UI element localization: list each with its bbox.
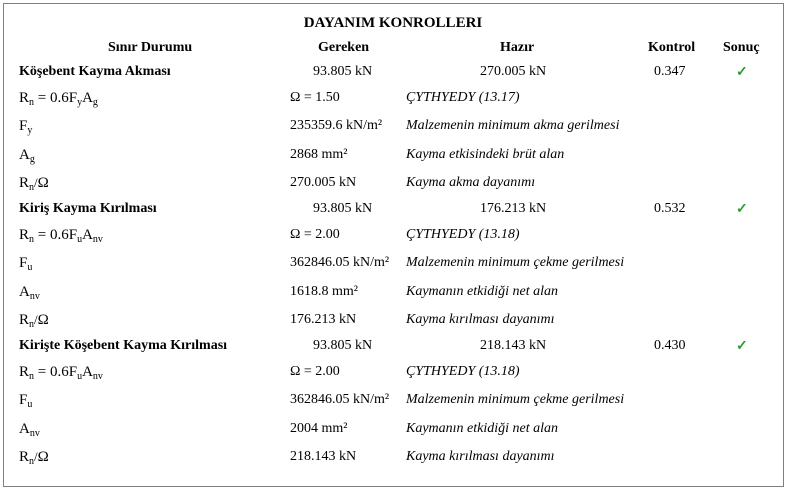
- available-value: 176.213 kN: [480, 201, 547, 216]
- formula-row: [0, 227, 786, 251]
- formula-row: [0, 90, 786, 114]
- ratio-value: 0.347: [654, 64, 686, 79]
- omega-value: Ω = 2.00: [290, 227, 340, 242]
- header-result: Sonuç: [723, 40, 760, 55]
- check-icon: ✓: [736, 339, 748, 354]
- header-limit-state: Sınır Durumu: [108, 40, 193, 55]
- param-value: 362846.05 kN/m²: [290, 392, 390, 407]
- param-description: Kayma kırılması dayanımı: [406, 449, 555, 464]
- param-description: Kayma etkisindeki brüt alan: [406, 147, 565, 162]
- param-value: 362846.05 kN/m²: [290, 255, 390, 270]
- param-row: [0, 392, 786, 416]
- header-check: Kontrol: [648, 40, 696, 55]
- symbol-rn-omega: $R_n/\Omega$: [19, 449, 49, 467]
- section-row: [0, 338, 786, 362]
- section-row: [0, 201, 786, 225]
- param-row: [0, 449, 786, 473]
- symbol-fu: $F_u$: [19, 255, 33, 273]
- code-reference: ÇYTHYEDY (13.17): [406, 90, 520, 105]
- check-icon: ✓: [736, 202, 748, 217]
- param-description: Kayma akma dayanımı: [406, 175, 536, 190]
- available-value: 218.143 kN: [480, 338, 547, 353]
- code-reference: ÇYTHYEDY (13.18): [406, 364, 520, 379]
- param-value: 235359.6 kN/m²: [290, 118, 383, 133]
- header-required: Gereken: [318, 40, 370, 55]
- param-value: 176.213 kN: [290, 312, 357, 327]
- header-available: Hazır: [500, 40, 535, 55]
- param-row: [0, 118, 786, 142]
- required-value: 93.805 kN: [313, 201, 373, 216]
- param-value: 218.143 kN: [290, 449, 357, 464]
- param-description: Kaymanın etkidiği net alan: [406, 284, 559, 299]
- available-value: 270.005 kN: [480, 64, 547, 79]
- symbol-ag: $A_g$: [19, 147, 35, 165]
- param-row: [0, 255, 786, 279]
- formula-row: [0, 364, 786, 388]
- symbol-rn-omega: $R_n/\Omega$: [19, 175, 49, 193]
- symbol-rn-omega: $R_n/\Omega$: [19, 312, 49, 330]
- param-row: [0, 312, 786, 336]
- param-description: Malzemenin minimum çekme gerilmesi: [406, 392, 625, 407]
- param-description: Malzemenin minimum çekme gerilmesi: [406, 255, 625, 270]
- param-row: [0, 284, 786, 308]
- formula-symbol: $R_n = 0.6F_uA_{nv}$: [19, 364, 103, 382]
- symbol-anv: $A_{nv}$: [19, 421, 40, 439]
- omega-value: Ω = 1.50: [290, 90, 340, 105]
- ratio-value: 0.430: [654, 338, 686, 353]
- omega-value: Ω = 2.00: [290, 364, 340, 379]
- symbol-fy: $F_y$: [19, 118, 33, 136]
- param-description: Malzemenin minimum akma gerilmesi: [406, 118, 620, 133]
- param-value: 2004 mm²: [290, 421, 348, 436]
- param-row: [0, 421, 786, 445]
- formula-symbol: $R_n = 0.6F_yA_g$: [19, 90, 98, 108]
- param-description: Kaymanın etkidiği net alan: [406, 421, 559, 436]
- section-row: [0, 64, 786, 88]
- param-row: [0, 175, 786, 199]
- formula-symbol: $R_n = 0.6F_uA_{nv}$: [19, 227, 103, 245]
- param-row: [0, 147, 786, 171]
- param-value: 2868 mm²: [290, 147, 348, 162]
- required-value: 93.805 kN: [313, 64, 373, 79]
- param-value: 270.005 kN: [290, 175, 357, 190]
- required-value: 93.805 kN: [313, 338, 373, 353]
- check-icon: ✓: [736, 65, 748, 80]
- param-value: 1618.8 mm²: [290, 284, 358, 299]
- section-name: Kiriş Kayma Kırılması: [19, 201, 157, 216]
- ratio-value: 0.532: [654, 201, 686, 216]
- section-name: Köşebent Kayma Akması: [19, 64, 171, 79]
- param-description: Kayma kırılması dayanımı: [406, 312, 555, 327]
- code-reference: ÇYTHYEDY (13.18): [406, 227, 520, 242]
- symbol-fu: $F_u$: [19, 392, 33, 410]
- report-title: DAYANIM KONROLLERI: [303, 15, 483, 31]
- section-name: Kirişte Köşebent Kayma Kırılması: [19, 338, 228, 353]
- symbol-anv: $A_{nv}$: [19, 284, 40, 302]
